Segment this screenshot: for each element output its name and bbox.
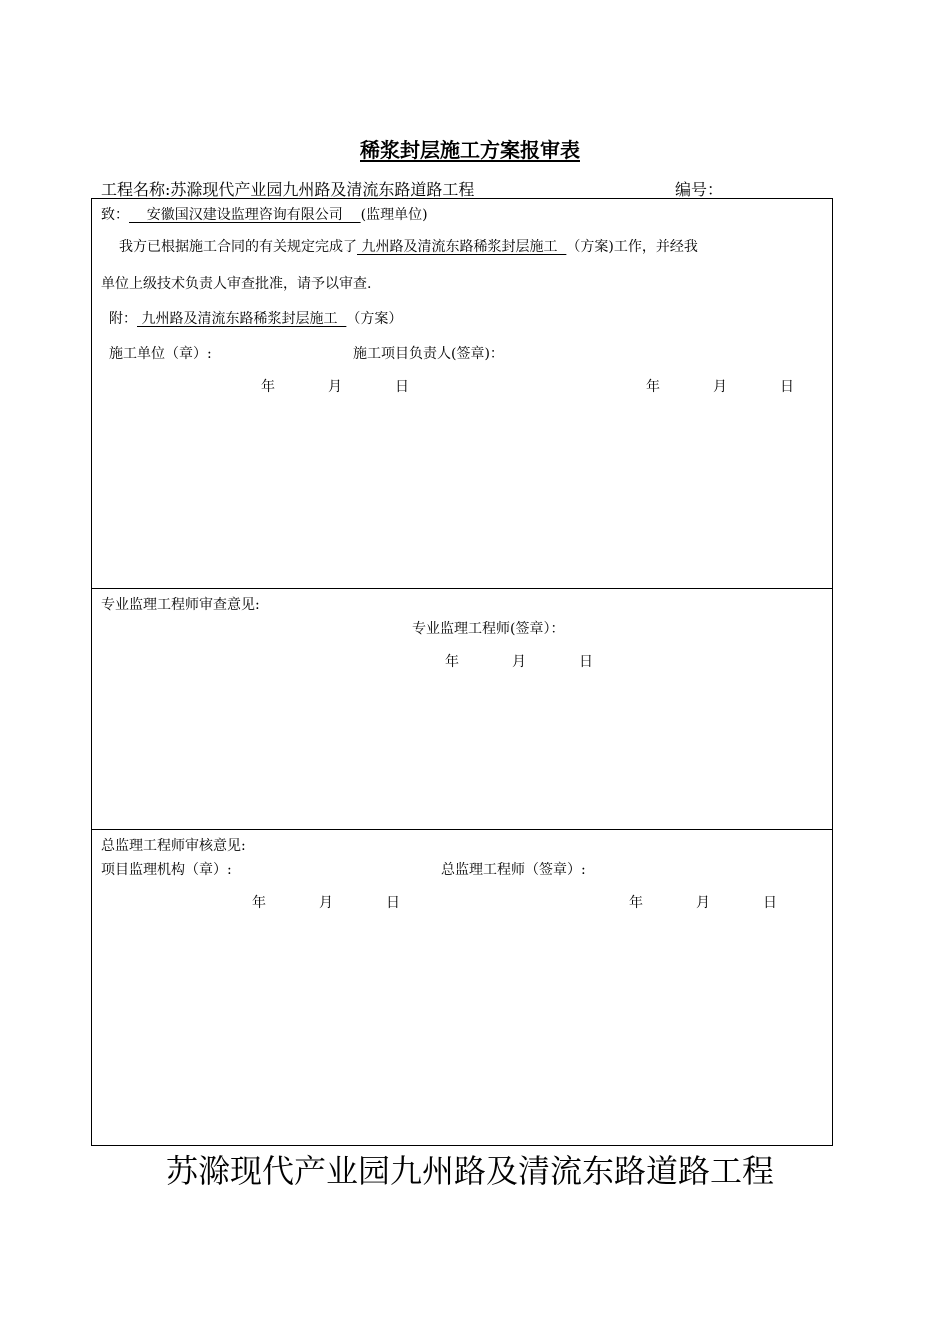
- construction-unit-label: 施工单位（章）:: [109, 346, 212, 362]
- date-day: 日: [763, 895, 777, 911]
- supervision-org-label: 项目监理机构（章）:: [101, 862, 232, 878]
- date-month: 月: [328, 379, 342, 395]
- attach-suffix: （方案）: [346, 311, 403, 327]
- date-day: 日: [386, 895, 400, 911]
- date-month: 月: [713, 379, 727, 395]
- chief-engineer-label: 总监理工程师（签章）:: [441, 862, 586, 878]
- statement-line-1: [119, 236, 698, 256]
- to-suffix: (监理单位): [360, 207, 428, 223]
- date-day: 日: [395, 379, 409, 395]
- project-label: 工程名称:: [101, 180, 171, 199]
- footer-project-title: 苏滁现代产业园九州路及清流东路道路工程: [165, 1152, 774, 1190]
- project-manager-label: 施工项目负责人(签章)：: [353, 346, 504, 362]
- date-month: 月: [319, 895, 333, 911]
- engineer-review-section: [91, 588, 833, 830]
- work-name: 九州路及清流东路稀浆封层施工: [357, 239, 567, 255]
- date-day: 日: [579, 654, 593, 670]
- date-year: 年: [646, 379, 660, 395]
- date-month: 月: [696, 895, 710, 911]
- statement-line-2: 单位上级技术负责人审查批准，请予以审查.: [101, 276, 372, 292]
- supervision-company: 安徽国汉建设监理咨询有限公司: [129, 207, 361, 223]
- date-month: 月: [512, 654, 526, 670]
- addressee-line: [101, 204, 428, 224]
- project-name: 苏滁现代产业园九州路及清流东路道路工程: [170, 180, 475, 199]
- statement-prefix: 我方已根据施工合同的有关规定完成了: [119, 239, 357, 255]
- date-year: 年: [445, 654, 459, 670]
- project-name-line: [101, 177, 474, 200]
- attachment-line: [109, 308, 402, 328]
- to-label: 致：: [101, 207, 129, 223]
- form-title: 稀浆封层施工方案报审表: [360, 138, 580, 162]
- date-year: 年: [261, 379, 275, 395]
- date-year: 年: [252, 895, 266, 911]
- attachment-name: 九州路及清流东路稀浆封层施工: [137, 311, 347, 327]
- statement-suffix: （方案)工作，并经我: [566, 239, 698, 255]
- engineer-opinion-label: 专业监理工程师审查意见:: [101, 597, 260, 613]
- submission-section: [91, 198, 833, 589]
- date-year: 年: [629, 895, 643, 911]
- attach-label: 附：: [109, 311, 137, 327]
- number-label: 编号：: [675, 180, 724, 199]
- engineer-signature-label: 专业监理工程师(签章）：: [412, 621, 565, 637]
- chief-opinion-label: 总监理工程师审核意见:: [101, 838, 246, 854]
- date-day: 日: [780, 379, 794, 395]
- chief-review-section: [91, 829, 833, 1146]
